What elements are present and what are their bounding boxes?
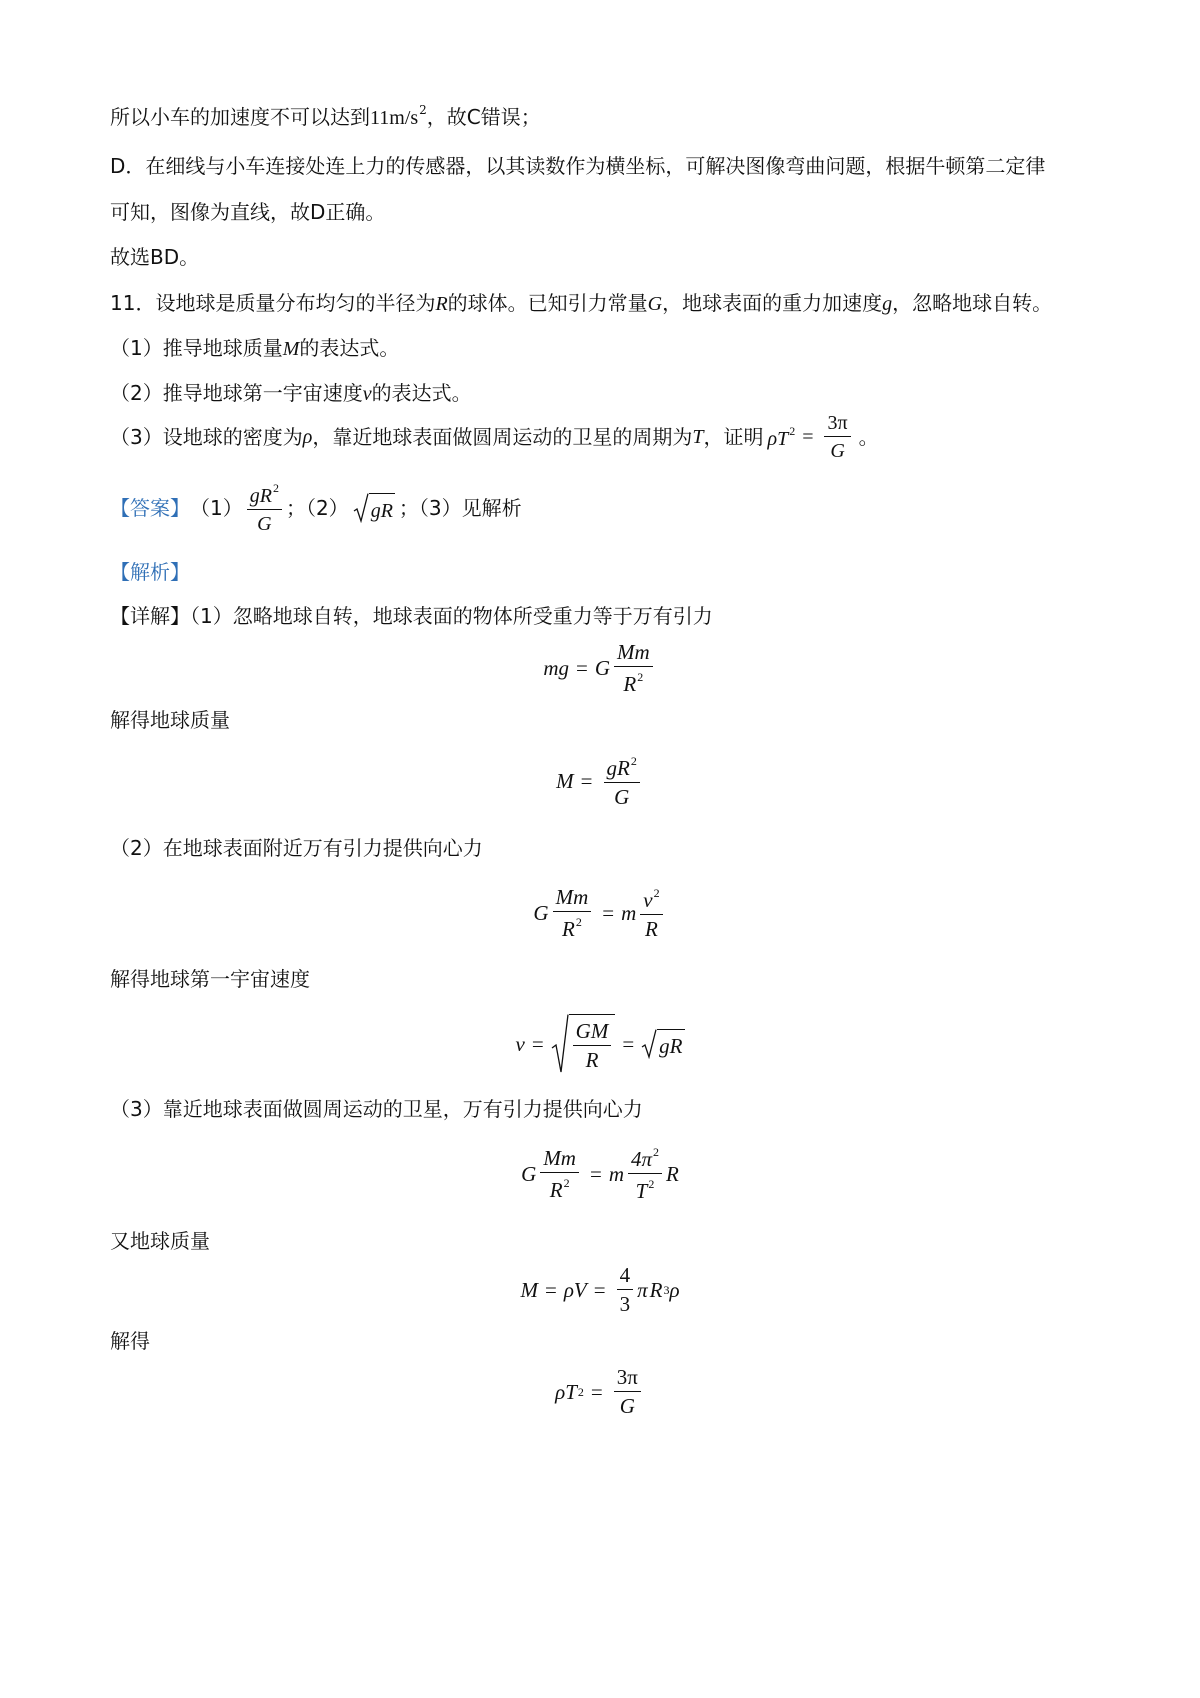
math-term: gR (606, 755, 630, 780)
equation-5 (0, 1146, 1200, 1202)
detail-line-5: （3）靠近地球表面做圆周运动的卫星，万有引力提供向心力 (110, 1097, 643, 1121)
math-term: R (649, 1277, 663, 1302)
text: 设地球是质量分布均匀的半径为 (155, 291, 436, 315)
math-term: v (643, 887, 653, 912)
text-line-1 (110, 104, 541, 128)
equals-sign: = (575, 655, 588, 680)
math-term: G (533, 900, 549, 925)
detail-tag: 【详解】 (110, 604, 190, 628)
exponent: 2 (789, 424, 796, 438)
math-term: gR (249, 485, 272, 507)
equals-sign: = (622, 1031, 635, 1056)
math-term: R (549, 1177, 563, 1202)
equation-7 (0, 1364, 1200, 1420)
equation-3 (0, 885, 1200, 941)
math-term: mg (543, 655, 569, 680)
math-term: 4π (631, 1147, 653, 1171)
numerator (247, 482, 282, 509)
exponent: 2 (575, 914, 582, 929)
math-term: R (666, 1161, 679, 1186)
numerator: 4 (619, 1263, 631, 1287)
exponent: 2 (272, 481, 279, 495)
var-M: M (282, 338, 300, 360)
exponent: 2 (653, 885, 660, 900)
text: ，靠近地球表面做圆周运动的卫星的周期为 (312, 425, 693, 449)
radical-sign (353, 493, 369, 523)
var-R: R (435, 293, 448, 315)
question-11-stem (110, 293, 1052, 314)
numerator: 3π (616, 1365, 638, 1389)
text: 的表达式。 (299, 336, 400, 360)
question-number: 11． (110, 291, 156, 315)
question-part-2 (110, 383, 472, 404)
exponent: 2 (563, 1175, 570, 1190)
numerator: 3π (827, 412, 848, 434)
math-term: R (623, 671, 637, 696)
question-part-1 (110, 338, 399, 359)
text: 的表达式。 (371, 381, 472, 405)
detail-line-1 (110, 606, 713, 626)
numerator: Mm (555, 884, 589, 909)
text: （2）推导地球第一宇宙速度 (110, 381, 363, 405)
exponent: 2 (577, 1385, 584, 1399)
fraction-Mm-R2 (540, 1145, 579, 1202)
denominator: 3 (619, 1292, 631, 1316)
sqrt-gR (641, 1029, 684, 1059)
fraction-gR2-G (604, 755, 640, 808)
var-g: g (882, 293, 893, 315)
math-term: ρV (563, 1277, 587, 1302)
var-G: G (647, 293, 663, 315)
math-term: G (521, 1161, 537, 1186)
math-term: M (520, 1277, 538, 1302)
text-line-4: 故选BD。 (110, 245, 200, 269)
math-term: T (635, 1179, 648, 1203)
denominator: G (257, 513, 272, 535)
math-term: m (608, 1161, 624, 1186)
exponent: 2 (648, 1177, 655, 1191)
denominator: G (830, 440, 845, 462)
text: 所以小车的加速度不可以达到 (110, 105, 370, 129)
exponent: 2 (419, 103, 427, 117)
numerator: GM (575, 1018, 609, 1043)
equation-1 (0, 640, 1200, 696)
detail-line-6: 又地球质量 (110, 1229, 210, 1253)
denominator: G (619, 1394, 635, 1418)
var-rho: ρ (302, 426, 313, 448)
formula-rhoT2 (767, 425, 795, 449)
text: （1）推导地球质量 (110, 336, 283, 360)
acceleration-value: 11m/s (370, 107, 419, 129)
fraction-gR2-G (247, 482, 282, 534)
text: （1） (190, 496, 243, 520)
exponent: 3 (663, 1283, 670, 1297)
text: 的球体。已知引力常量 (447, 291, 648, 315)
equation-2 (0, 752, 1200, 810)
math-term: ρT (767, 428, 789, 450)
fraction-Mm-R2 (614, 639, 653, 696)
fraction-3pi-G (824, 413, 850, 461)
math-term: m (621, 900, 637, 925)
exponent: 2 (637, 669, 644, 684)
math-term: v (515, 1031, 525, 1056)
equation-6 (0, 1262, 1200, 1318)
equals-sign: = (802, 426, 814, 448)
equals-sign: = (544, 1277, 557, 1302)
radicand: gR (657, 1029, 684, 1059)
text: ，故C错误； (426, 105, 541, 129)
radical-sign (641, 1029, 657, 1059)
text: ，地球表面的重力加速度 (662, 291, 883, 315)
math-term: π (637, 1277, 648, 1302)
numerator (628, 1146, 662, 1173)
var-T: T (692, 426, 704, 448)
radicand (569, 1014, 616, 1074)
text-line-3: 可知，图像为直线，故D正确。 (110, 200, 386, 224)
exponent: 2 (653, 1145, 660, 1159)
math-term: M (556, 768, 574, 793)
var-v: v (362, 383, 372, 405)
equation-4 (0, 1012, 1200, 1076)
fraction-GM-R (573, 1018, 612, 1072)
equals-sign: = (602, 900, 615, 925)
text: （1）忽略地球自转，地球表面的物体所受重力等于万有引力 (190, 604, 713, 628)
math-term: ρ (669, 1277, 680, 1302)
equals-sign: = (589, 1161, 602, 1186)
math-term: R (562, 916, 575, 941)
answer-tag: 【答案】 (110, 496, 190, 520)
denominator: G (614, 784, 630, 809)
denominator: R (645, 916, 658, 941)
denominator (633, 1174, 658, 1202)
text: ，证明 (703, 425, 764, 449)
fraction-v2-R (640, 887, 662, 940)
text: ，忽略地球自转。 (892, 291, 1053, 315)
answer-line (110, 480, 522, 536)
text: ；（2） (285, 496, 349, 520)
text: （3）设地球的密度为 (110, 425, 303, 449)
denominator: R (585, 1047, 599, 1072)
math-term: ρT (555, 1379, 577, 1404)
text: 。 (858, 425, 879, 449)
text: ；（3）见解析 (398, 496, 522, 520)
denominator (559, 912, 585, 940)
equals-sign: = (593, 1277, 606, 1302)
fraction-Mm-R2 (553, 884, 592, 941)
radicand: gR (369, 493, 395, 523)
sqrt-GM-R (551, 1014, 616, 1074)
equals-sign: = (531, 1031, 544, 1056)
equals-sign: = (580, 768, 593, 793)
fraction-3pi-G (614, 1367, 641, 1417)
exponent: 2 (630, 753, 637, 768)
math-term: G (594, 655, 610, 680)
equals-sign: = (590, 1379, 603, 1404)
question-part-3 (110, 412, 879, 462)
numerator: Mm (617, 639, 650, 664)
fraction-4pi2-T2 (628, 1146, 662, 1202)
denominator (547, 1173, 573, 1201)
detail-line-7: 解得 (110, 1329, 150, 1353)
text-line-2: D．在细线与小车连接处连上力的传感器，以其读数作为横坐标，可解决图像弯曲问题，根据牛顿第二定律 (110, 154, 1046, 178)
detail-line-3: （2）在地球表面附近万有引力提供向心力 (110, 836, 483, 860)
numerator (640, 887, 662, 914)
denominator (620, 667, 646, 695)
radical-sign (551, 1014, 569, 1074)
sqrt-gR (353, 493, 395, 523)
fraction-4-3 (617, 1265, 634, 1315)
numerator (604, 755, 640, 782)
numerator: Mm (543, 1145, 576, 1170)
detail-line-2: 解得地球质量 (110, 708, 230, 732)
detail-line-4: 解得地球第一宇宙速度 (110, 967, 310, 991)
analysis-tag: 【解析】 (110, 560, 190, 584)
